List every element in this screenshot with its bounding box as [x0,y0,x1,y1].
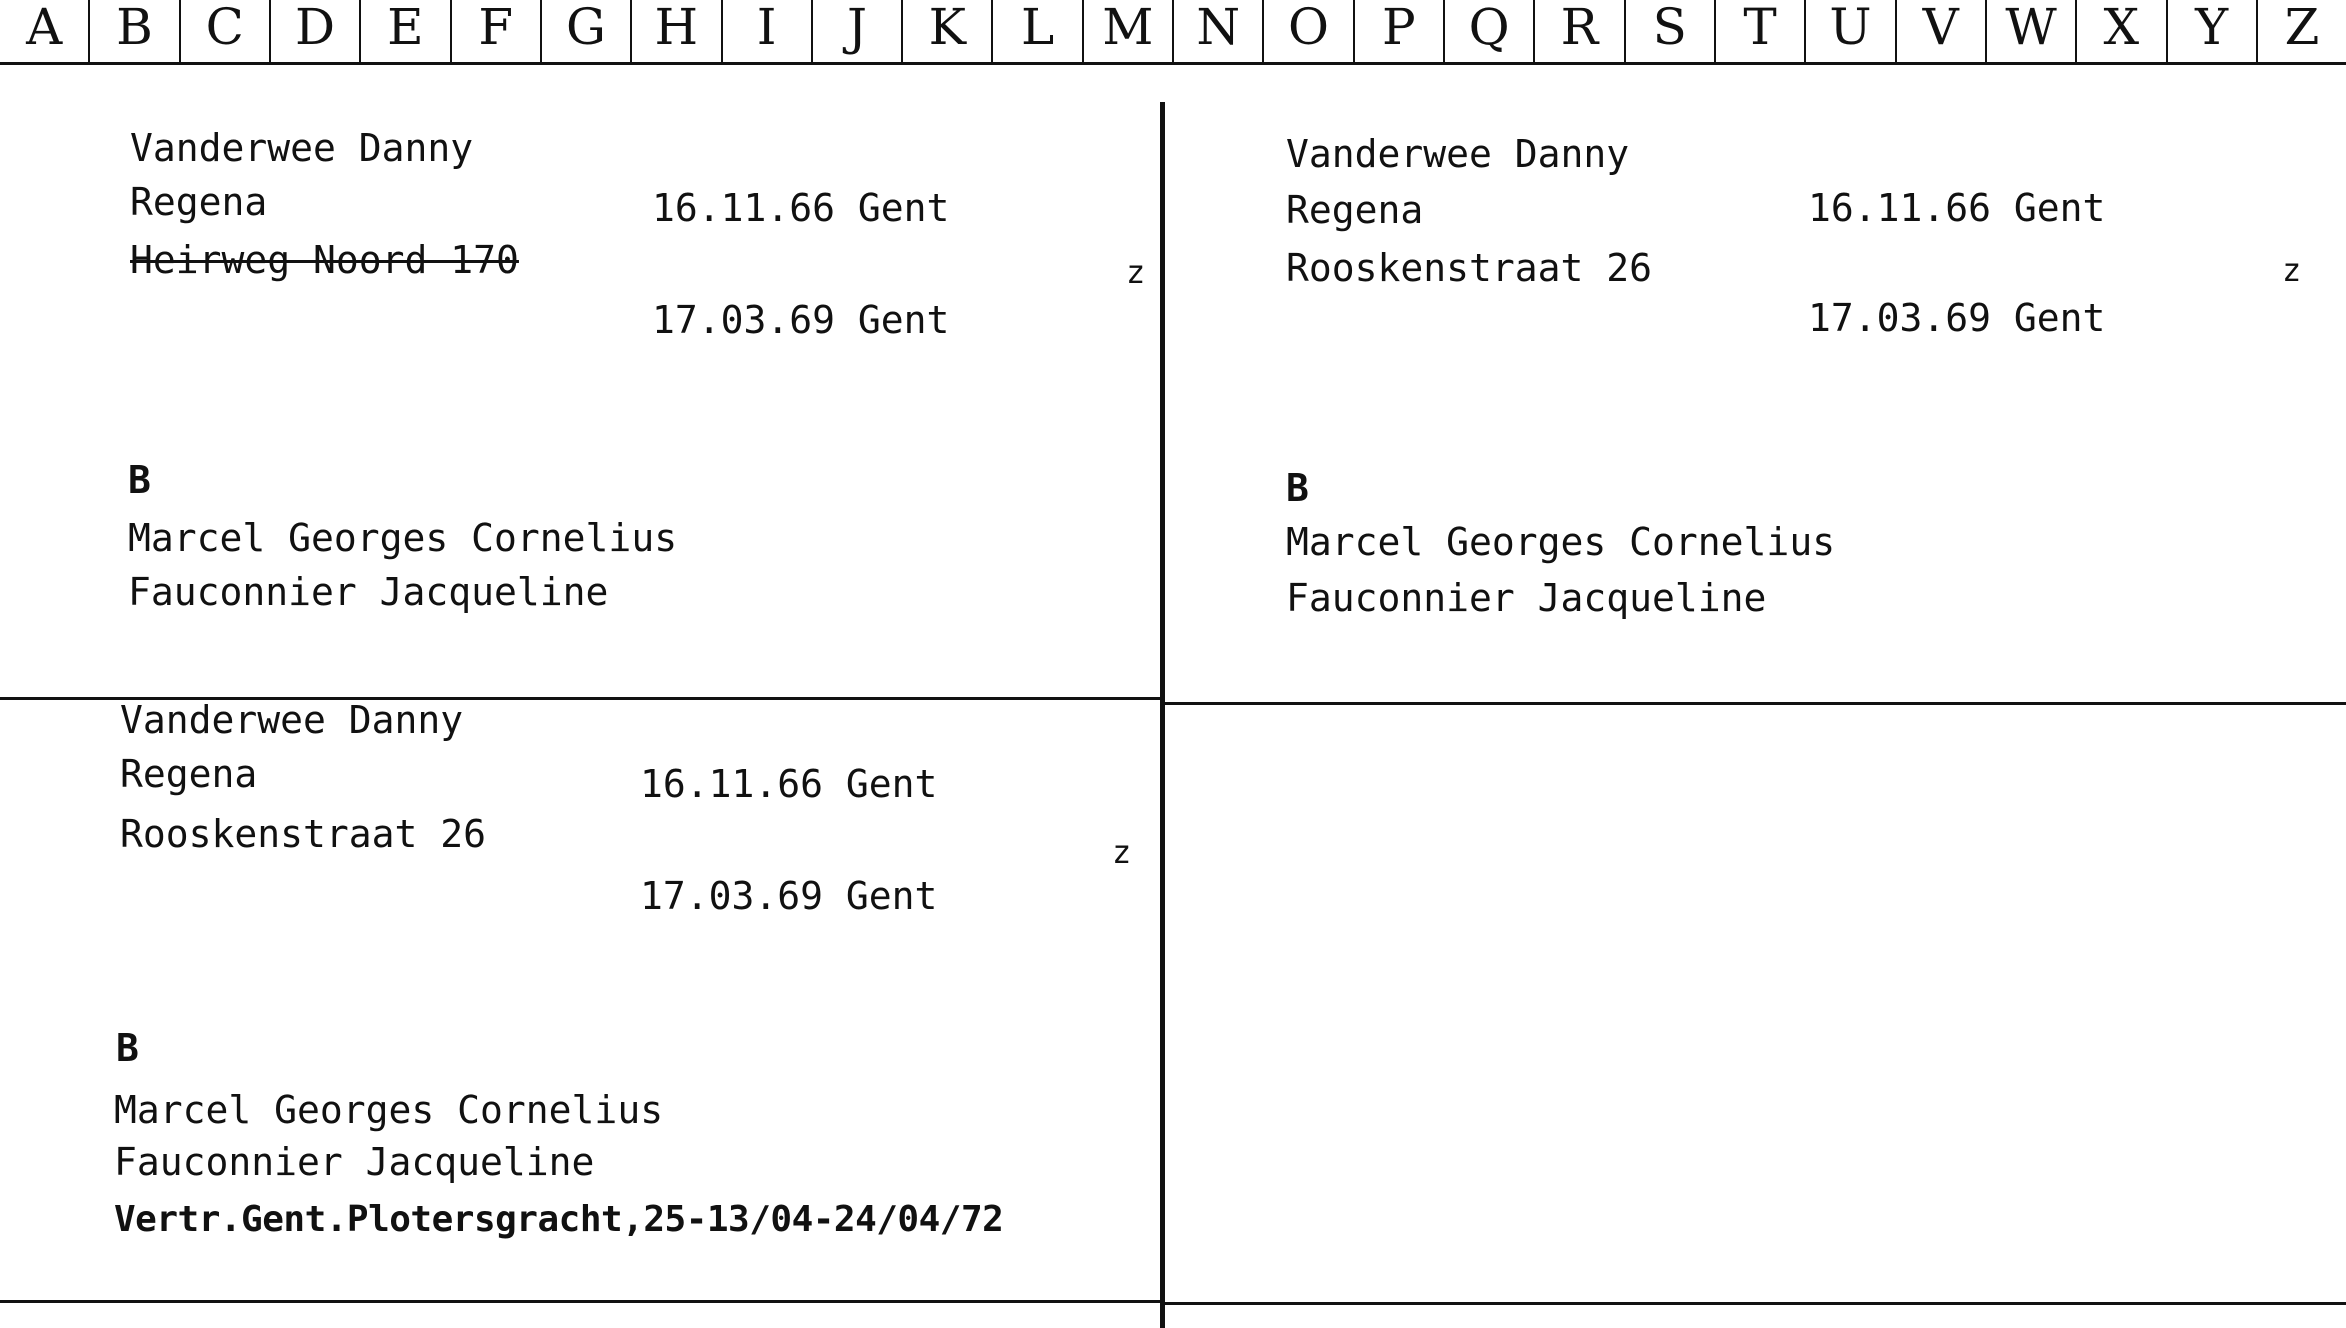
index-letter: A [26,0,63,56]
card-second-date: 17.03.69 Gent [652,298,950,342]
card-mark: z [1126,253,1146,291]
alphabet-index [0,0,2346,65]
bottom-divider-left [0,1300,1162,1303]
card-first-name: Regena [120,752,258,796]
card-mother: Fauconnier Jacqueline [128,570,609,614]
index-letter: F [450,0,540,62]
index-letter: T [1714,0,1804,62]
index-letter: X [2075,0,2165,62]
index-letter: B [88,0,178,62]
horizontal-divider-right [1165,702,2346,705]
vertical-divider [1160,102,1165,1328]
index-letter: K [901,0,991,62]
index-letter: V [1895,0,1985,62]
card-mark: z [1112,833,1132,871]
card-mark: z [2282,251,2302,289]
card-surname: Vanderwee Danny [120,698,464,742]
index-letter: P [1353,0,1443,62]
card-second-date: 17.03.69 Gent [1808,296,2106,340]
card-birth: 16.11.66 Gent [1808,186,2106,230]
index-letter: I [721,0,811,62]
index-letter: E [359,0,449,62]
card-status: B [116,1026,139,1070]
card-father: Marcel Georges Cornelius [1286,520,1836,564]
card-note: Vertr.Gent.Plotersgracht,25-13/04-24/04/72 [114,1199,1004,1240]
index-letter: Q [1443,0,1533,62]
card-first-name: Regena [1286,188,1424,232]
index-letter: H [630,0,720,62]
index-letter: Y [2166,0,2256,62]
index-letter: G [540,0,630,62]
card-birth: 16.11.66 Gent [640,762,938,806]
index-letter: S [1624,0,1714,62]
card-status: B [128,458,151,502]
index-letter: R [1533,0,1623,62]
card-address: Rooskenstraat 26 [1286,246,1653,290]
index-letter: L [991,0,1081,62]
card-address: Rooskenstraat 26 [120,812,487,856]
index-letter: O [1262,0,1352,62]
card-address-struck: Heirweg Noord 170 [130,238,519,282]
index-letter: D [269,0,359,62]
index-letter: W [1985,0,2075,62]
index-letter: N [1172,0,1262,62]
card-surname: Vanderwee Danny [130,126,474,170]
card-second-date: 17.03.69 Gent [640,874,938,918]
index-letter: Z [2256,0,2346,62]
card-status: B [1286,466,1309,510]
card-birth: 16.11.66 Gent [652,186,950,230]
bottom-divider-right [1165,1302,2346,1305]
index-letter: M [1082,0,1172,62]
card-mother: Fauconnier Jacqueline [114,1140,595,1184]
index-letter: U [1804,0,1894,62]
index-letter: C [179,0,269,62]
index-letter: J [811,0,901,62]
card-surname: Vanderwee Danny [1286,132,1630,176]
card-father: Marcel Georges Cornelius [128,516,678,560]
card-mother: Fauconnier Jacqueline [1286,576,1767,620]
card-first-name: Regena [130,180,268,224]
card-father: Marcel Georges Cornelius [114,1088,664,1132]
